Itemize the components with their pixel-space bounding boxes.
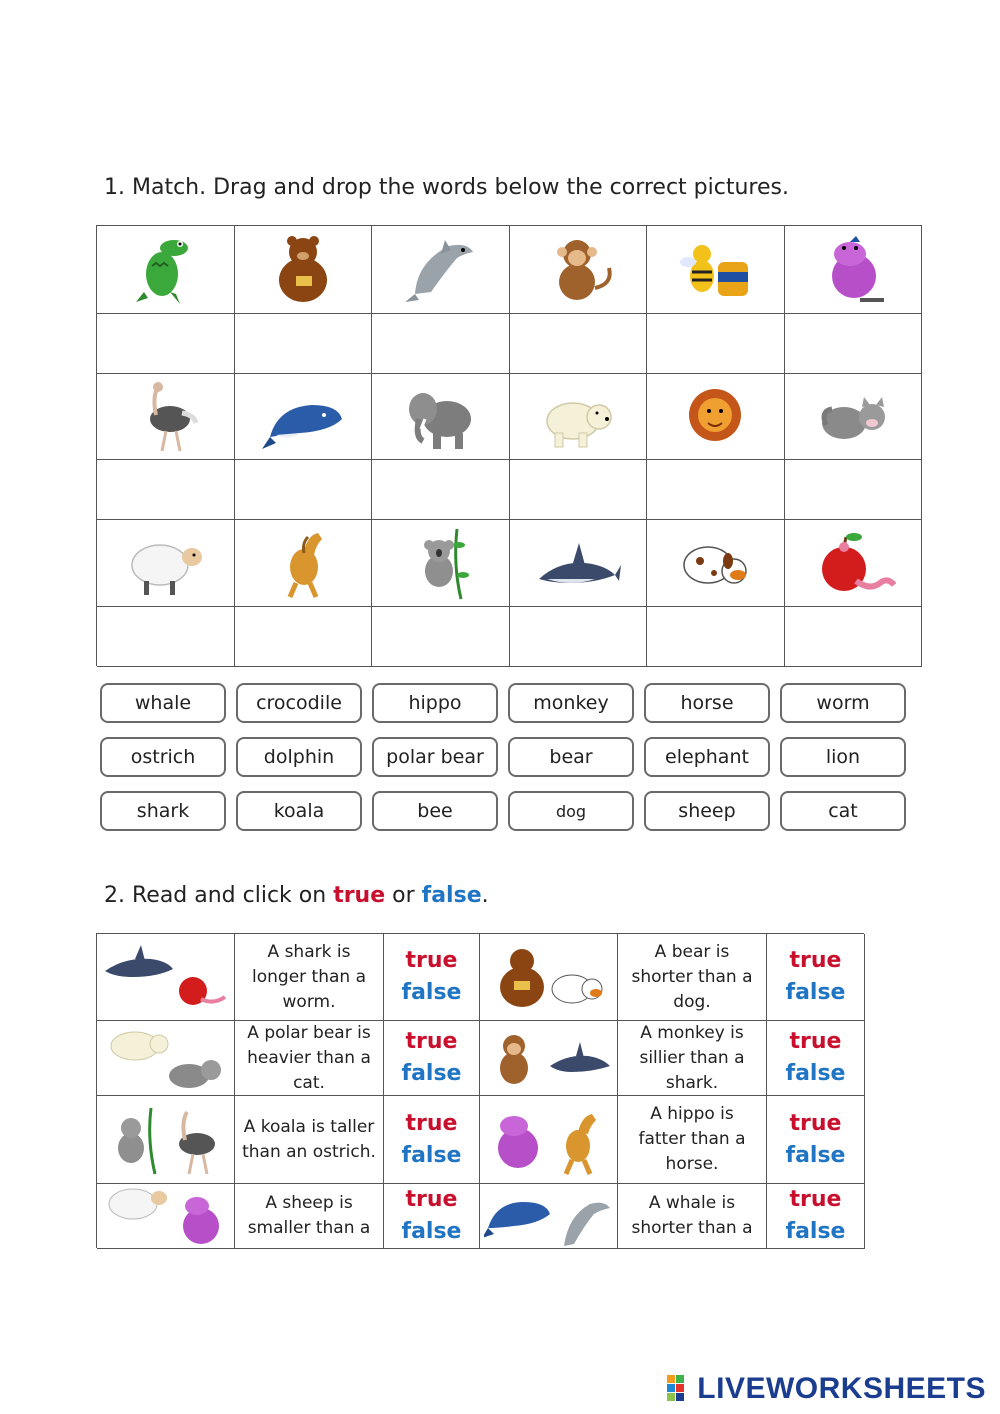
dog-picture — [672, 525, 758, 601]
drop-zone[interactable] — [785, 460, 923, 520]
statement: A polar bear is heavier than a cat. — [235, 1021, 384, 1096]
section2-true-word: true — [333, 883, 386, 908]
bear-picture-cell — [235, 226, 373, 314]
false-button[interactable]: false — [401, 1061, 462, 1086]
word-card-worm[interactable]: worm — [780, 683, 906, 723]
polar-bear-picture-cell — [510, 374, 648, 460]
answer-choices — [767, 1021, 865, 1096]
bee-picture-cell — [647, 226, 785, 314]
word-card-polar-bear[interactable]: polar bear — [372, 737, 498, 777]
answer-choices — [767, 934, 865, 1021]
true-button[interactable]: true — [405, 1029, 458, 1054]
answer-choices — [767, 1184, 865, 1249]
dolphin-picture — [397, 232, 483, 308]
false-button[interactable]: false — [785, 1219, 846, 1244]
word-card-whale[interactable]: whale — [100, 683, 226, 723]
drop-zone[interactable] — [647, 460, 785, 520]
false-button[interactable]: false — [401, 980, 462, 1005]
drop-zone[interactable] — [372, 460, 510, 520]
true-button[interactable]: true — [405, 1110, 458, 1136]
polar-bear-picture — [535, 379, 621, 455]
word-card-shark[interactable]: shark — [100, 791, 226, 831]
match-grid — [96, 225, 922, 666]
word-card-cat[interactable]: cat — [780, 791, 906, 831]
shark-worm-illustration — [101, 941, 231, 1013]
section2-period: . — [481, 883, 489, 908]
false-button[interactable]: false — [785, 980, 846, 1005]
sheep-picture-cell — [97, 520, 235, 607]
word-card-sheep[interactable]: sheep — [644, 791, 770, 831]
word-card-bee[interactable]: bee — [372, 791, 498, 831]
ostrich-picture — [122, 379, 208, 455]
true-button[interactable]: true — [789, 1029, 842, 1054]
false-button[interactable]: false — [785, 1061, 846, 1086]
word-card-monkey[interactable]: monkey — [508, 683, 634, 723]
false-button[interactable]: false — [401, 1219, 462, 1244]
false-button[interactable]: false — [401, 1142, 462, 1168]
whale-dolphin-illustration — [484, 1184, 614, 1249]
worm-picture-cell — [785, 520, 923, 607]
word-card-koala[interactable]: koala — [236, 791, 362, 831]
shark-worm-picture — [97, 934, 235, 1021]
answer-choices — [384, 1021, 480, 1096]
statement: A sheep is smaller than a — [235, 1184, 384, 1249]
drop-zone[interactable] — [510, 460, 648, 520]
shark-picture-cell — [510, 520, 648, 607]
statement: A koala is taller than an ostrich. — [235, 1096, 384, 1184]
drop-zone[interactable] — [647, 314, 785, 374]
word-card-hippo[interactable]: hippo — [372, 683, 498, 723]
word-card-crocodile[interactable]: crocodile — [236, 683, 362, 723]
true-button[interactable]: true — [405, 948, 458, 973]
hippo-picture — [810, 232, 896, 308]
whale-picture-cell — [235, 374, 373, 460]
section1-title: 1. Match. Drag and drop the words below the correct pictures. — [104, 175, 789, 200]
horse-picture-cell — [235, 520, 373, 607]
word-card-dolphin[interactable]: dolphin — [236, 737, 362, 777]
drop-zone[interactable] — [235, 460, 373, 520]
worm-picture — [810, 525, 896, 601]
elephant-picture-cell — [372, 374, 510, 460]
drop-zone[interactable] — [647, 607, 785, 667]
answer-choices — [384, 1184, 480, 1249]
koala-picture-cell — [372, 520, 510, 607]
brand-name: LIVEWORKSHEETS — [697, 1372, 986, 1405]
shark-picture — [535, 525, 621, 601]
statement: A hippo is fatter than a horse. — [618, 1096, 767, 1184]
word-card-ostrich[interactable]: ostrich — [100, 737, 226, 777]
drop-zone[interactable] — [510, 607, 648, 667]
drop-zone[interactable] — [510, 314, 648, 374]
cat-picture — [810, 379, 896, 455]
word-card-lion[interactable]: lion — [780, 737, 906, 777]
koala-ostrich-illustration — [101, 1104, 231, 1176]
drop-zone[interactable] — [785, 314, 923, 374]
true-button[interactable]: true — [405, 1187, 458, 1212]
whale-picture — [260, 379, 346, 455]
dog-picture-cell — [647, 520, 785, 607]
statement: A bear is shorter than a dog. — [618, 934, 767, 1021]
drop-zone[interactable] — [97, 607, 235, 667]
section2-title — [104, 883, 489, 908]
word-card-bear[interactable]: bear — [508, 737, 634, 777]
word-card-dog[interactable]: dog — [508, 791, 634, 831]
monkey-shark-illustration — [484, 1022, 614, 1094]
true-button[interactable]: true — [789, 1187, 842, 1212]
section2-or-word: or — [385, 883, 422, 908]
drop-zone[interactable] — [372, 607, 510, 667]
whale-dolphin-picture — [480, 1184, 618, 1249]
drop-zone[interactable] — [97, 460, 235, 520]
statement: A shark is longer than a worm. — [235, 934, 384, 1021]
word-bank — [100, 683, 906, 831]
true-false-table — [96, 933, 864, 1248]
hippo-horse-illustration — [484, 1104, 614, 1176]
ostrich-picture-cell — [97, 374, 235, 460]
polar-bear-cat-picture — [97, 1021, 235, 1096]
true-button[interactable]: true — [789, 1110, 842, 1136]
koala-picture — [397, 525, 483, 601]
crocodile-picture — [122, 232, 208, 308]
drop-zone[interactable] — [97, 314, 235, 374]
drop-zone[interactable] — [372, 314, 510, 374]
hippo-picture-cell — [785, 226, 923, 314]
false-button[interactable]: false — [785, 1142, 846, 1168]
horse-picture — [260, 525, 346, 601]
liveworksheets-brand — [667, 1372, 986, 1406]
drop-zone[interactable] — [235, 314, 373, 374]
sheep-hippo-picture — [97, 1184, 235, 1249]
koala-ostrich-picture — [97, 1096, 235, 1184]
cat-picture-cell — [785, 374, 923, 460]
bear-dog-illustration — [484, 941, 614, 1013]
statement: A whale is shorter than a — [618, 1184, 767, 1249]
word-card-horse[interactable]: horse — [644, 683, 770, 723]
bear-picture — [260, 232, 346, 308]
monkey-shark-picture — [480, 1021, 618, 1096]
hippo-horse-picture — [480, 1096, 618, 1184]
answer-choices — [767, 1096, 865, 1184]
word-card-elephant[interactable]: elephant — [644, 737, 770, 777]
sheep-hippo-illustration — [101, 1184, 231, 1249]
bear-dog-picture — [480, 934, 618, 1021]
liveworksheets-logo-icon — [667, 1375, 693, 1403]
drop-zone[interactable] — [785, 607, 923, 667]
true-button[interactable]: true — [789, 948, 842, 973]
monkey-picture — [535, 232, 621, 308]
dolphin-picture-cell — [372, 226, 510, 314]
crocodile-picture-cell — [97, 226, 235, 314]
polar-bear-cat-illustration — [101, 1022, 231, 1094]
bee-picture — [672, 232, 758, 308]
drop-zone[interactable] — [235, 607, 373, 667]
section2-title-prefix: 2. Read and click on — [104, 883, 334, 908]
monkey-picture-cell — [510, 226, 648, 314]
answer-choices — [384, 1096, 480, 1184]
lion-picture — [672, 379, 758, 455]
answer-choices — [384, 934, 480, 1021]
section2-false-word: false — [421, 883, 482, 908]
lion-picture-cell — [647, 374, 785, 460]
statement: A monkey is sillier than a shark. — [618, 1021, 767, 1096]
sheep-picture — [122, 525, 208, 601]
elephant-picture — [397, 379, 483, 455]
